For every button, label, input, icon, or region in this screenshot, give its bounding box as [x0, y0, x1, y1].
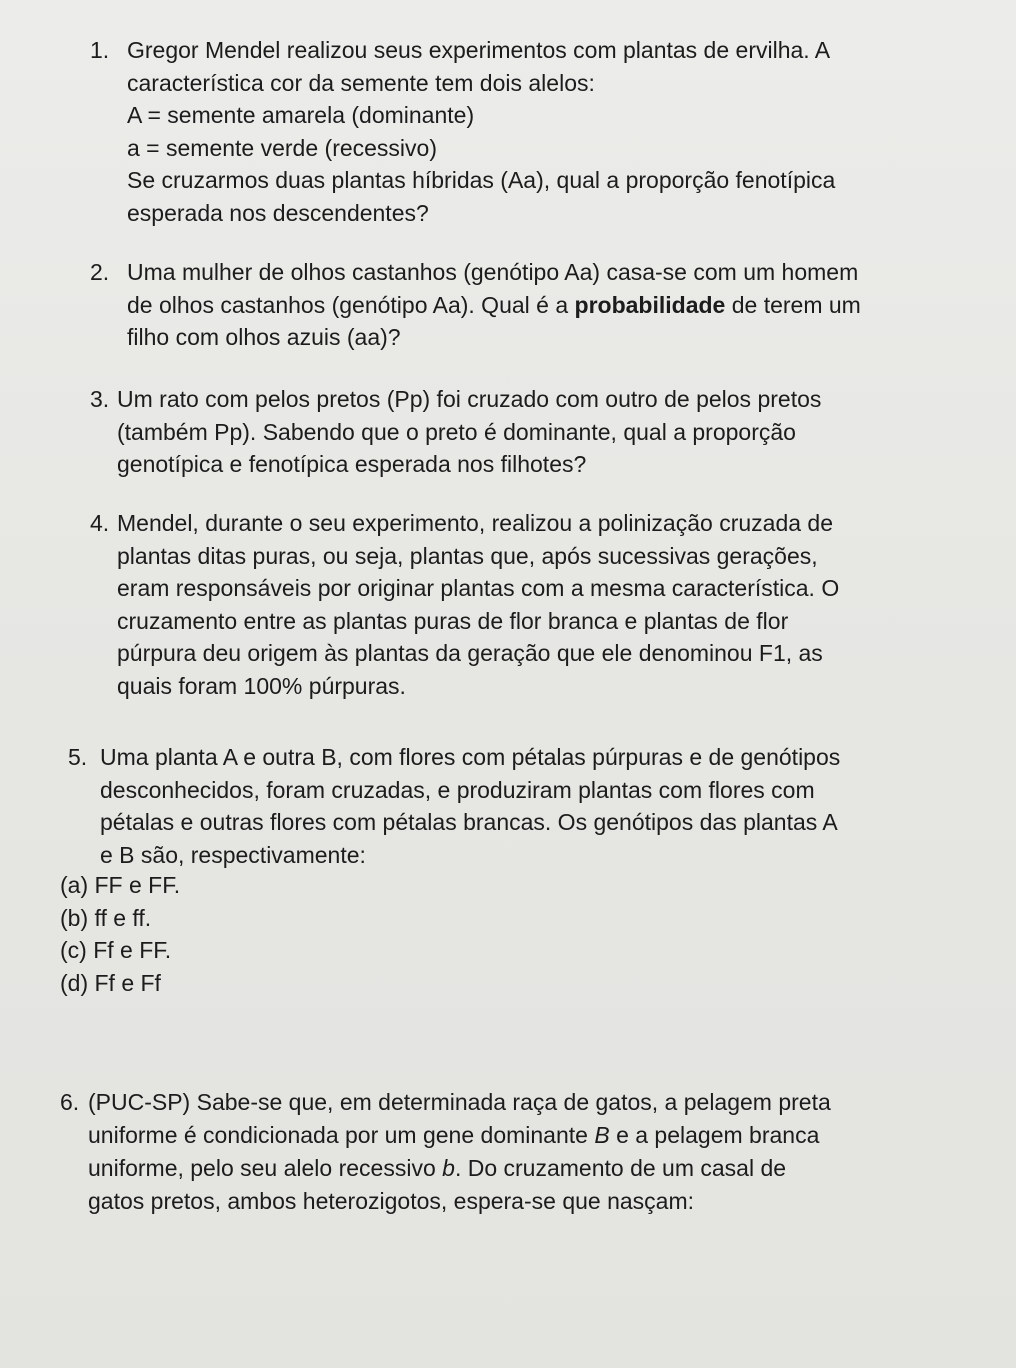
question-text-line: plantas ditas puras, ou seja, plantas que, após sucessivas gerações, [117, 542, 818, 569]
question-text-line [127, 289, 987, 322]
question-text-line: a = semente verde (recessivo) [127, 134, 437, 161]
allele-symbol: b [442, 1155, 455, 1181]
question-text-segment: uniforme é condicionada por um gene dominante [88, 1122, 588, 1148]
answer-option-d: (d) Ff e Ff [60, 969, 161, 996]
question-number: 2. [90, 259, 110, 285]
question-text-line [88, 1152, 998, 1185]
question-text-line: Uma planta A e outra B, com flores com pétalas púrpuras e de genótipos [100, 744, 841, 770]
question-text-line: (PUC-SP) Sabe-se que, em determinada raça de gatos, a pelagem preta [88, 1089, 831, 1115]
question-text-line: quais foram 100% púrpuras. [117, 672, 406, 699]
question-text-line: desconhecidos, foram cruzadas, e produziram plantas com flores com [100, 776, 815, 803]
question-number: 5. [68, 744, 88, 770]
question-text-line: pétalas e outras flores com pétalas brancas. Os genótipos das plantas A [100, 809, 838, 835]
question-text-line: cruzamento entre as plantas puras de flor branca e plantas de flor [117, 607, 789, 634]
question-text-line: genotípica e fenotípica esperada nos filhotes? [117, 451, 587, 477]
question-text-segment: de terem um [731, 291, 861, 318]
question-text-segment: de olhos castanhos (genótipo Aa). Qual é a [127, 291, 569, 318]
question-text-line: filho com olhos azuis (aa)? [127, 324, 401, 350]
question-text-line: eram responsáveis por originar plantas com a mesma característica. O [117, 575, 840, 601]
question-text-line: A = semente amarela (dominante) [127, 102, 475, 128]
question-number: 1. [90, 37, 110, 63]
question-text-line: Gregor Mendel realizou seus experimentos com plantas de ervilha. A [127, 37, 831, 63]
answer-option-b: (b) ff e ff. [60, 904, 152, 931]
question-text-line: Uma mulher de olhos castanhos (genótipo Aa) casa-se com um homem [127, 259, 859, 285]
question-text-line: esperada nos descendentes? [127, 199, 429, 226]
question-text-segment: e a pelagem branca [616, 1122, 820, 1148]
question-number: 3. [90, 386, 110, 412]
question-text-line: Um rato com pelos pretos (Pp) foi cruzado com outro de pelos pretos [117, 386, 822, 412]
answer-option-c: (c) Ff e FF. [60, 937, 172, 963]
question-text-line: púrpura deu origem às plantas da geração que ele denominou F1, as [117, 640, 823, 666]
question-text-line: e B são, respectivamente: [100, 841, 366, 868]
question-number: 4. [90, 510, 110, 536]
show-through-text: ⠀ [120, 2, 137, 27]
question-text-line [88, 1119, 998, 1152]
question-text-segment: uniforme, pelo seu alelo recessivo [88, 1155, 436, 1181]
question-number: 6. [60, 1089, 80, 1115]
question-text-line: (também Pp). Sabendo que o preto é dominante, qual a proporção [117, 418, 796, 445]
answer-option-a: (a) FF e FF. [60, 872, 181, 898]
allele-symbol: B [594, 1122, 610, 1148]
question-text-line: Mendel, durante o seu experimento, realizou a polinização cruzada de [117, 510, 833, 536]
emphasis-text: probabilidade [574, 291, 726, 318]
question-text-line: característica cor da semente tem dois alelos: [127, 69, 595, 96]
question-text-line: gatos pretos, ambos heterozigotos, espera-se que nasçam: [88, 1188, 695, 1214]
question-text-segment: . Do cruzamento de um casal de [454, 1155, 787, 1181]
question-text-line: Se cruzarmos duas plantas híbridas (Aa), qual a proporção fenotípica [127, 167, 836, 193]
